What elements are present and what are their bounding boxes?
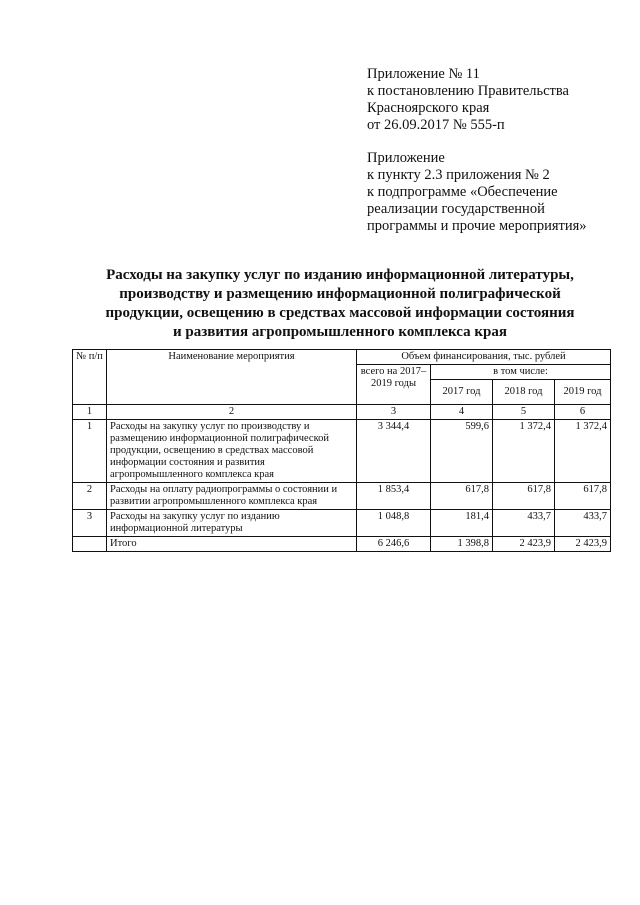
table-row: [73, 420, 611, 483]
table-row: [73, 510, 611, 537]
column-number: 2: [107, 405, 357, 420]
row-total: 3 344,4: [357, 420, 431, 483]
annex-sub-header-line: Приложение: [367, 150, 445, 166]
total-row: [73, 537, 611, 552]
header-name: Наименование мероприятия: [107, 350, 357, 405]
annex-sub-header-line: реализации государственной: [367, 201, 545, 217]
column-number: 4: [431, 405, 493, 420]
column-number: 5: [493, 405, 555, 420]
row-2018: 433,7: [493, 510, 555, 537]
header-year-2017: 2017 год: [431, 380, 493, 405]
row-number: 3: [73, 510, 107, 537]
row-name: Расходы на закупку услуг по производству и размещению информационной полиграфической продукции, освещению в средствах массовой информации состояния и развития агропромышленного комплекса края: [107, 420, 357, 483]
total-empty-cell: [73, 537, 107, 552]
row-2017: 617,8: [431, 483, 493, 510]
annex-header-line: к постановлению Правительства: [367, 83, 569, 99]
header-including: в том числе:: [431, 365, 611, 380]
document-title-line: продукции, освещению в средствах массовой информации состояния: [105, 305, 575, 321]
row-2017: 181,4: [431, 510, 493, 537]
header-year-2018: 2018 год: [493, 380, 555, 405]
total-2018: 2 423,9: [493, 537, 555, 552]
header-funding: Объем финансирования, тыс. рублей: [357, 350, 611, 365]
row-total: 1 048,8: [357, 510, 431, 537]
row-total: 1 853,4: [357, 483, 431, 510]
expenses-table: [72, 349, 611, 552]
row-number: 2: [73, 483, 107, 510]
annex-sub-header-line: программы и прочие мероприятия»: [367, 218, 587, 234]
row-2017: 599,6: [431, 420, 493, 483]
document-title-line: производству и размещению информационной полиграфической: [119, 286, 561, 302]
row-2019: 617,8: [555, 483, 611, 510]
column-number: 3: [357, 405, 431, 420]
table-row: [73, 483, 611, 510]
row-2018: 1 372,4: [493, 420, 555, 483]
header-year-2019: 2019 год: [555, 380, 611, 405]
document-title: [60, 266, 620, 342]
column-number-row: [73, 405, 611, 420]
total-2019: 2 423,9: [555, 537, 611, 552]
annex-sub-header-line: к пункту 2.3 приложения № 2: [367, 167, 550, 183]
annex-header-line: от 26.09.2017 № 555-п: [367, 117, 505, 133]
total-2017: 1 398,8: [431, 537, 493, 552]
column-number: 1: [73, 405, 107, 420]
column-number: 6: [555, 405, 611, 420]
row-2018: 617,8: [493, 483, 555, 510]
annex-header-line: Приложение № 11: [367, 66, 480, 82]
annex-sub-header-line: к подпрограмме «Обеспечение: [367, 184, 558, 200]
document-title-line: и развития агропромышленного комплекса края: [173, 324, 507, 340]
row-2019: 433,7: [555, 510, 611, 537]
document-title-line: Расходы на закупку услуг по изданию информационной литературы,: [106, 267, 574, 283]
header-num: № п/п: [73, 350, 107, 405]
total-label: Итого: [107, 537, 357, 552]
annex-sub-header: [367, 150, 627, 235]
annex-header-line: Красноярского края: [367, 100, 490, 116]
table-header-row: [73, 350, 611, 365]
row-name: Расходы на оплату радиопрограммы о состоянии и развитии агропромышленного комплекса края: [107, 483, 357, 510]
row-number: 1: [73, 420, 107, 483]
annex-header: [367, 66, 627, 134]
row-name: Расходы на закупку услуг по изданию информационной литературы: [107, 510, 357, 537]
header-total: всего на 2017–2019 годы: [357, 365, 431, 405]
row-2019: 1 372,4: [555, 420, 611, 483]
total-sum: 6 246,6: [357, 537, 431, 552]
